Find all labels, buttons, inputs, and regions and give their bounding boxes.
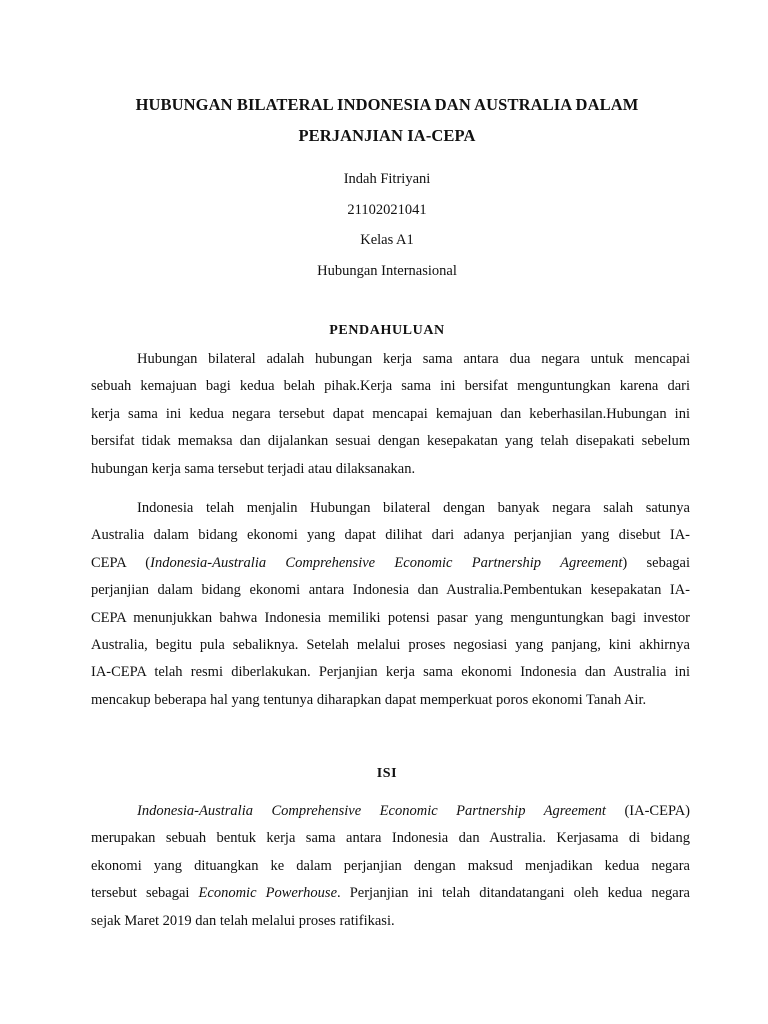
paragraph-line: sebuah kemajuan bagi kedua belah pihak.Kerja sama ini bersifat menguntungkan karena dari — [91, 378, 690, 395]
paragraph-line: hubungan kerja sama tersebut terjadi atau dilaksanakan. — [91, 460, 416, 477]
paragraph-line — [91, 550, 690, 577]
paragraph-line — [91, 798, 690, 825]
study-program: Hubungan Internasional — [317, 263, 457, 279]
paragraph-line: merupakan sebuah bentuk kerja sama antara Indonesia dan Australia. Kerjasama di bidang — [91, 830, 690, 847]
paragraph-line: Australia dalam bidang ekonomi yang dapat dilihat dari adanya perjanjian yang disebut IA- — [91, 527, 690, 544]
paragraph-intro-1 — [91, 346, 690, 483]
paragraph-line: ekonomi yang dituangkan ke dalam perjanjian dengan maksud menjadikan kedua negara — [91, 857, 690, 874]
text-run: CEPA ( — [91, 554, 151, 571]
agreement-name-italic: Indonesia-Australia Comprehensive Economic Partnership Agreement — [137, 803, 606, 819]
paragraph-line: mencakup beberapa hal yang tentunya diharapkan dapat memperkuat poros ekonomi Tanah Air. — [91, 691, 647, 708]
paragraph-line: kerja sama ini kedua negara tersebut dapat mencapai kemajuan dan keberhasilan.Hubungan ini — [91, 405, 690, 422]
paragraph-line: sejak Maret 2019 dan telah melalui proses ratifikasi. — [91, 912, 395, 929]
student-id: 21102021041 — [347, 202, 427, 218]
paragraph-line: Hubungan bilateral adalah hubungan kerja sama antara dua negara untuk mencapai — [137, 351, 690, 367]
section-heading-pendahuluan: PENDAHULUAN — [329, 323, 445, 338]
paragraph-line — [91, 880, 690, 907]
paragraph-line: IA-CEPA telah resmi diberlakukan. Perjanjian kerja sama ekonomi Indonesia dan Australia ini — [91, 664, 690, 681]
paragraph-line: perjanjian dalam bidang ekonomi antara Indonesia dan Australia.Pembentukan kesepakatan IA- — [91, 582, 690, 599]
text-run: ) sebagai — [622, 554, 691, 571]
paragraph-line: Australia, begitu pula sebaliknya. Setelah melalui proses negosiasi yang panjang, kini akhirnya — [91, 636, 690, 653]
paragraph-line: CEPA menunjukkan bahwa Indonesia memiliki potensi pasar yang menguntungkan bagi investor — [91, 609, 690, 626]
document-title-line-1: HUBUNGAN BILATERAL INDONESIA DAN AUSTRALIA DALAM — [135, 95, 639, 114]
paragraph-intro-2 — [91, 495, 690, 714]
paragraph-line: Indonesia telah menjalin Hubungan bilateral dengan banyak negara salah satunya — [137, 500, 690, 516]
author-name: Indah Fitriyani — [343, 171, 431, 187]
agreement-name-italic: Indonesia-Australia Comprehensive Economic Partnership Agreement — [150, 554, 623, 571]
economic-powerhouse-italic: Economic Powerhouse — [198, 885, 338, 902]
paragraph-content-1 — [91, 798, 690, 935]
document-title-line-2: PERJANJIAN IA-CEPA — [298, 126, 476, 145]
text-run: . Perjanjian ini telah ditandatangani oleh kedua negara — [337, 885, 690, 902]
section-heading-isi: ISI — [376, 766, 398, 781]
paragraph-line: bersifat tidak memaksa dan dijalankan sesuai dengan kesepakatan yang telah disepakati sebelum — [91, 433, 690, 450]
text-run: tersebut sebagai — [91, 885, 199, 902]
class-name: Kelas A1 — [360, 232, 414, 248]
text-run: (IA-CEPA) — [605, 803, 690, 819]
